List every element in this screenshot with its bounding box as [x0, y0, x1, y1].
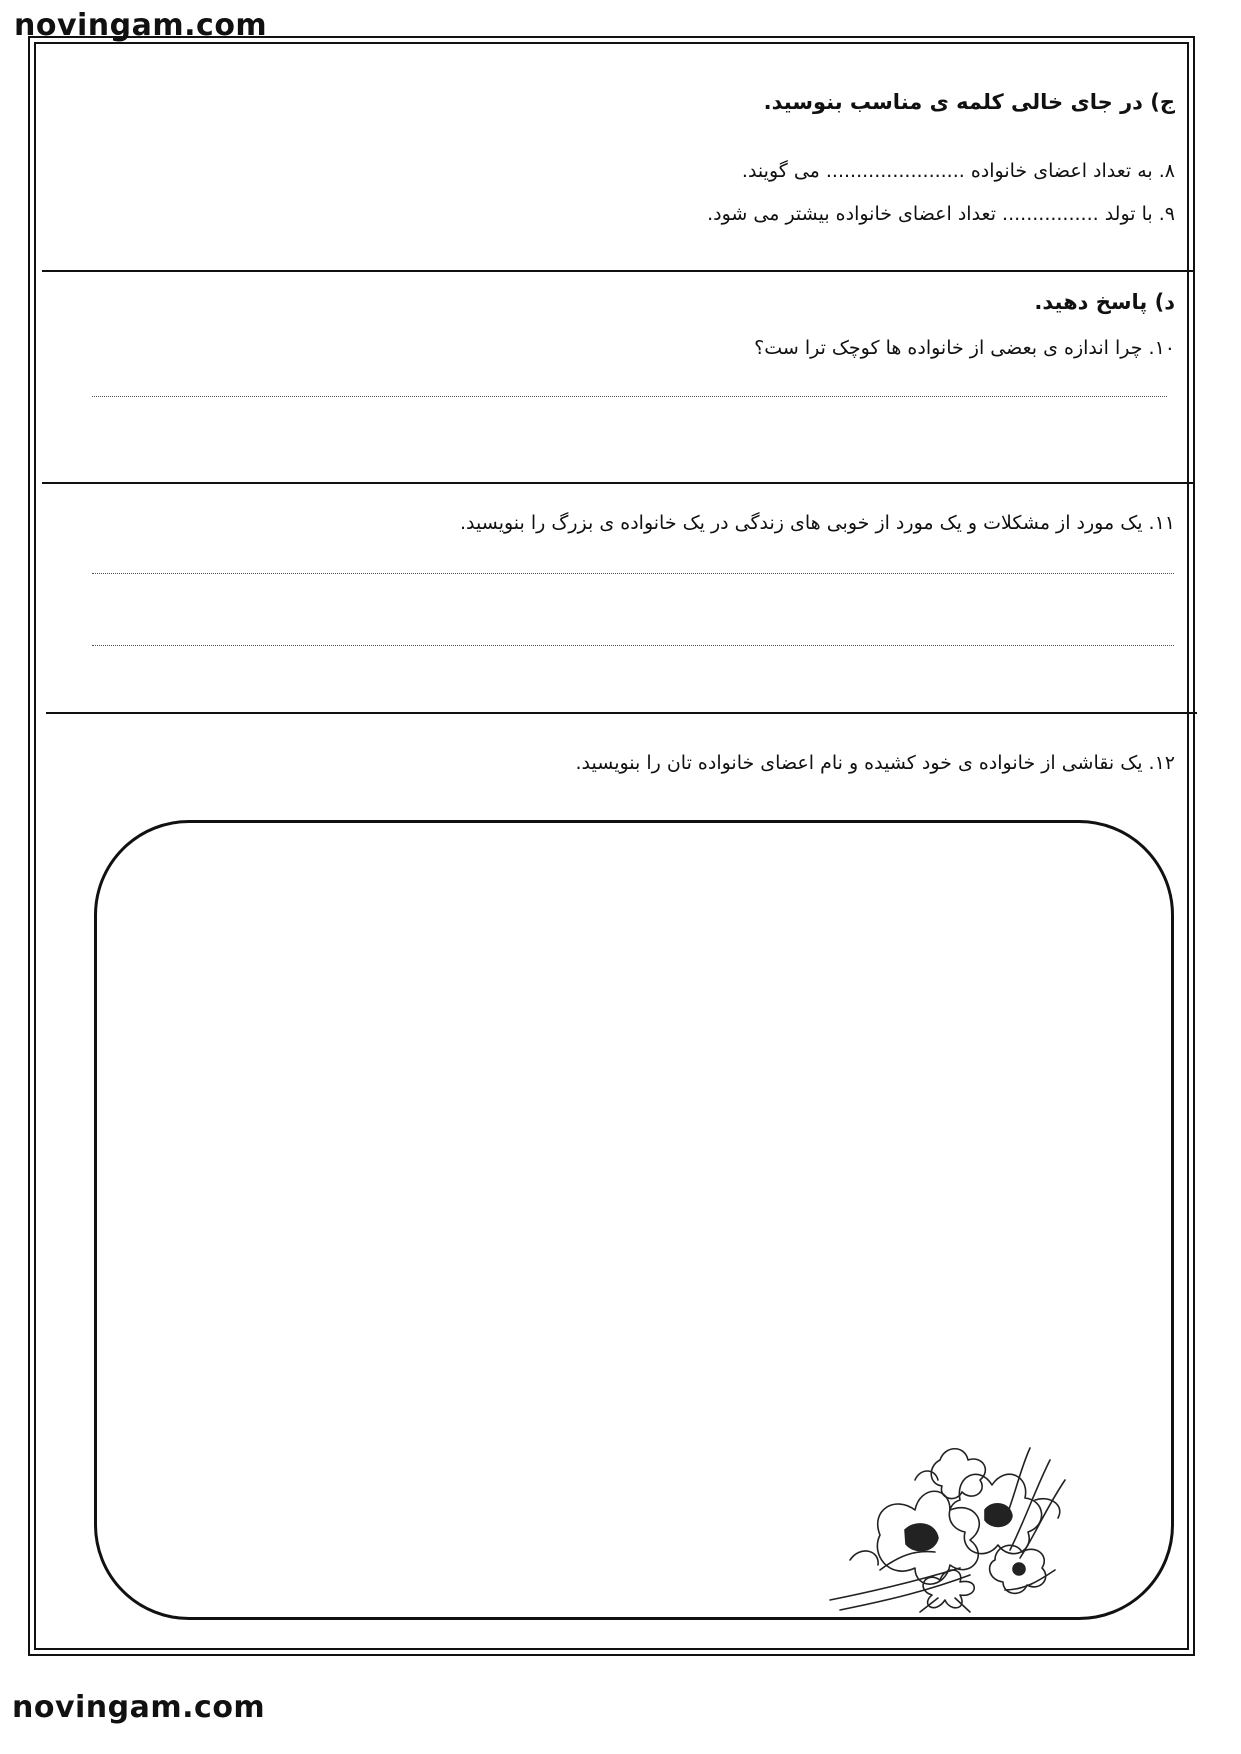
question-8: ۸. به تعداد اعضای خانواده ....................... می گویند. — [741, 160, 1175, 182]
section-divider — [42, 270, 1193, 272]
watermark-top: novingam.com — [14, 8, 268, 43]
question-9: ۹. با تولد ................ تعداد اعضای خانواده بیشتر می شود. — [707, 203, 1175, 225]
answer-line — [92, 645, 1174, 646]
section-d-heading: د) پاسخ دهید. — [1034, 290, 1175, 314]
section-divider — [46, 712, 1197, 714]
flower-bouquet-icon — [820, 1440, 1080, 1615]
answer-line — [92, 573, 1174, 574]
question-12: ۱۲. یک نقاشی از خانواده ی خود کشیده و نام اعضای خانواده تان را بنویسید. — [575, 752, 1175, 774]
section-divider — [42, 482, 1193, 484]
section-c-heading: ج) در جای خالی کلمه ی مناسب بنوسید. — [763, 90, 1175, 114]
watermark-bottom: novingam.com — [12, 1690, 266, 1725]
question-11: ۱۱. یک مورد از مشکلات و یک مورد از خوبی های زندگی در یک خانواده ی بزرگ را بنویسید. — [460, 512, 1175, 534]
question-10: ۱۰. چرا اندازه ی بعضی از خانواده ها کوچک ترا ست؟ — [754, 337, 1175, 359]
answer-line — [92, 396, 1167, 397]
